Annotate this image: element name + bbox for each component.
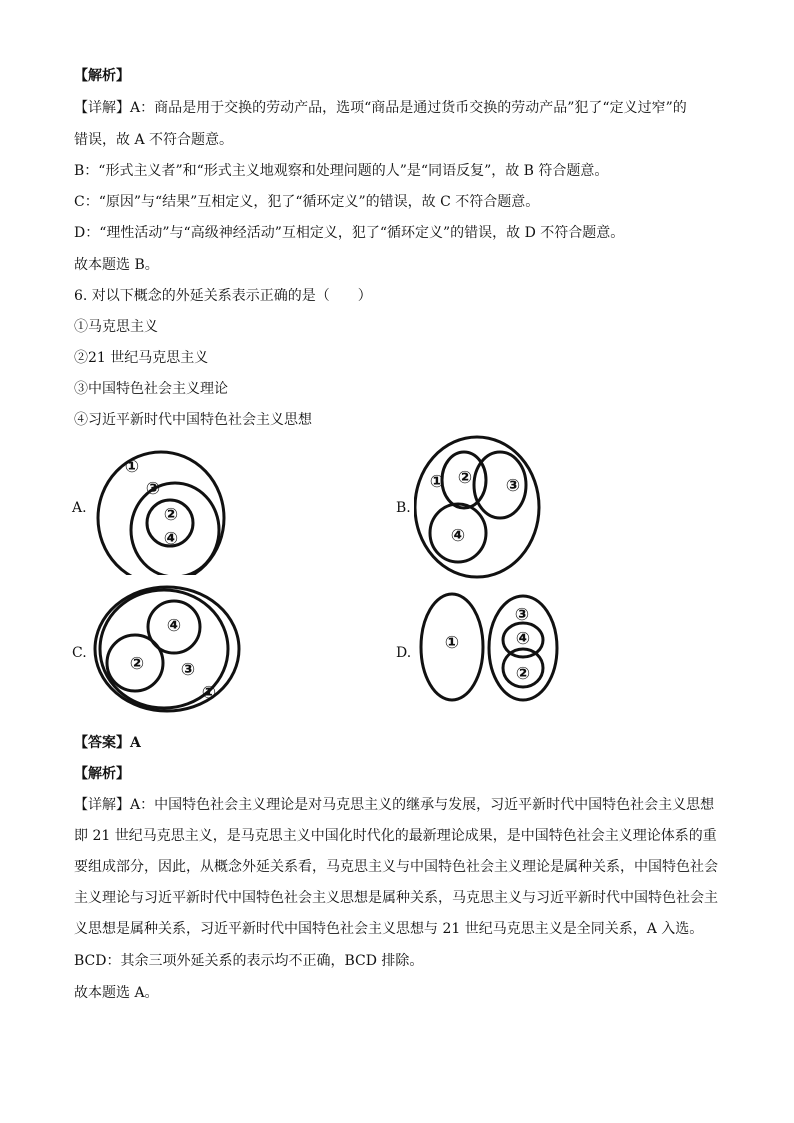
option-d-diagram — [414, 592, 564, 717]
question-item-4: ④习近平新时代中国特色社会主义思想 — [74, 412, 312, 428]
option-c-num-1: ① — [201, 683, 217, 703]
option-d-num-4: ④ — [515, 629, 531, 649]
option-d-num-3: ③ — [514, 605, 530, 625]
question-item-3: ③中国特色社会主义理论 — [74, 381, 228, 397]
detail-d: D：“理性活动”与“高级神经活动”互相定义，犯了“循环定义”的错误，故 D 不符合题意。 — [74, 225, 625, 241]
option-c-num-3: ③ — [180, 660, 196, 680]
option-c-label: C. — [72, 645, 87, 661]
option-a-num-1: ① — [124, 457, 140, 477]
option-a-num-4: ④ — [163, 529, 179, 549]
detail-a-line1: 【详解】A：商品是用于交换的劳动产品，选项“商品是通过货币交换的劳动产品”犯了“定义过窄”的 — [74, 100, 687, 116]
option-a-circle-1 — [98, 452, 224, 580]
question-item-1: ①马克思主义 — [74, 319, 158, 335]
answer-bcd: BCD：其余三项外延关系的表示均不正确，BCD 排除。 — [74, 953, 424, 969]
option-b-num-3: ③ — [505, 476, 521, 496]
option-c-num-4: ④ — [166, 616, 182, 636]
option-a-num-3: ③ — [145, 479, 161, 499]
option-b-num-1: ① — [429, 472, 445, 492]
option-b-num-2: ② — [457, 468, 473, 488]
detail-a-line2: 错误，故 A 不符合题意。 — [74, 132, 234, 148]
answer-detail: 【详解】A：中国特色社会主义理论是对马克思主义的继承与发展，习近平新时代中国特色社会主义思想即 21 世纪马克思主义，是马克思主义中国化时代化的最新理论成果，是中国特色社会主义理论体系的重要组成部分，因此，从概念外延关系看，马克思主义与中国特色社会主义理论是属种关系，中国特色社会主义理论与习近平新时代中国特色社会主义思想是属种关系，马克思主义与习近平新时代中国特色社会主义思想是属种关系，习近平新时代中国特色社会主义思想与 21 世纪马克思主义是全同关系，A 入选。 — [74, 797, 718, 937]
question-stem: 6. 对以下概念的外延关系表示正确的是（ ） — [74, 288, 372, 304]
detail-c: C：“原因”与“结果”互相定义，犯了“循环定义”的错误，故 C 不符合题意。 — [74, 194, 540, 210]
detail-b: B：“形式主义者”和“形式主义地观察和处理问题的人”是“同语反复”，故 B 符合题意。 — [74, 163, 609, 179]
answer: 【答案】A — [74, 735, 141, 751]
conclusion-1: 故本题选 B。 — [74, 257, 159, 273]
conclusion-2: 故本题选 A。 — [74, 985, 159, 1001]
option-c-num-2: ② — [129, 654, 145, 674]
option-b-label: B. — [396, 500, 411, 516]
option-a-num-2: ② — [163, 505, 179, 525]
option-c-circle-1 — [95, 587, 239, 711]
option-d-num-2: ② — [515, 664, 531, 684]
option-d-num-1: ① — [444, 633, 460, 653]
analysis-heading-2: 【解析】 — [74, 766, 130, 782]
option-a-diagram — [90, 445, 245, 580]
option-d-label: D. — [396, 645, 412, 661]
option-a-label: A. — [72, 500, 87, 516]
question-item-2: ②21 世纪马克思主义 — [74, 350, 209, 366]
option-c-diagram — [90, 585, 245, 720]
option-b-diagram — [414, 435, 549, 585]
analysis-heading-1: 【解析】 — [74, 68, 130, 84]
option-b-num-4: ④ — [450, 526, 466, 546]
